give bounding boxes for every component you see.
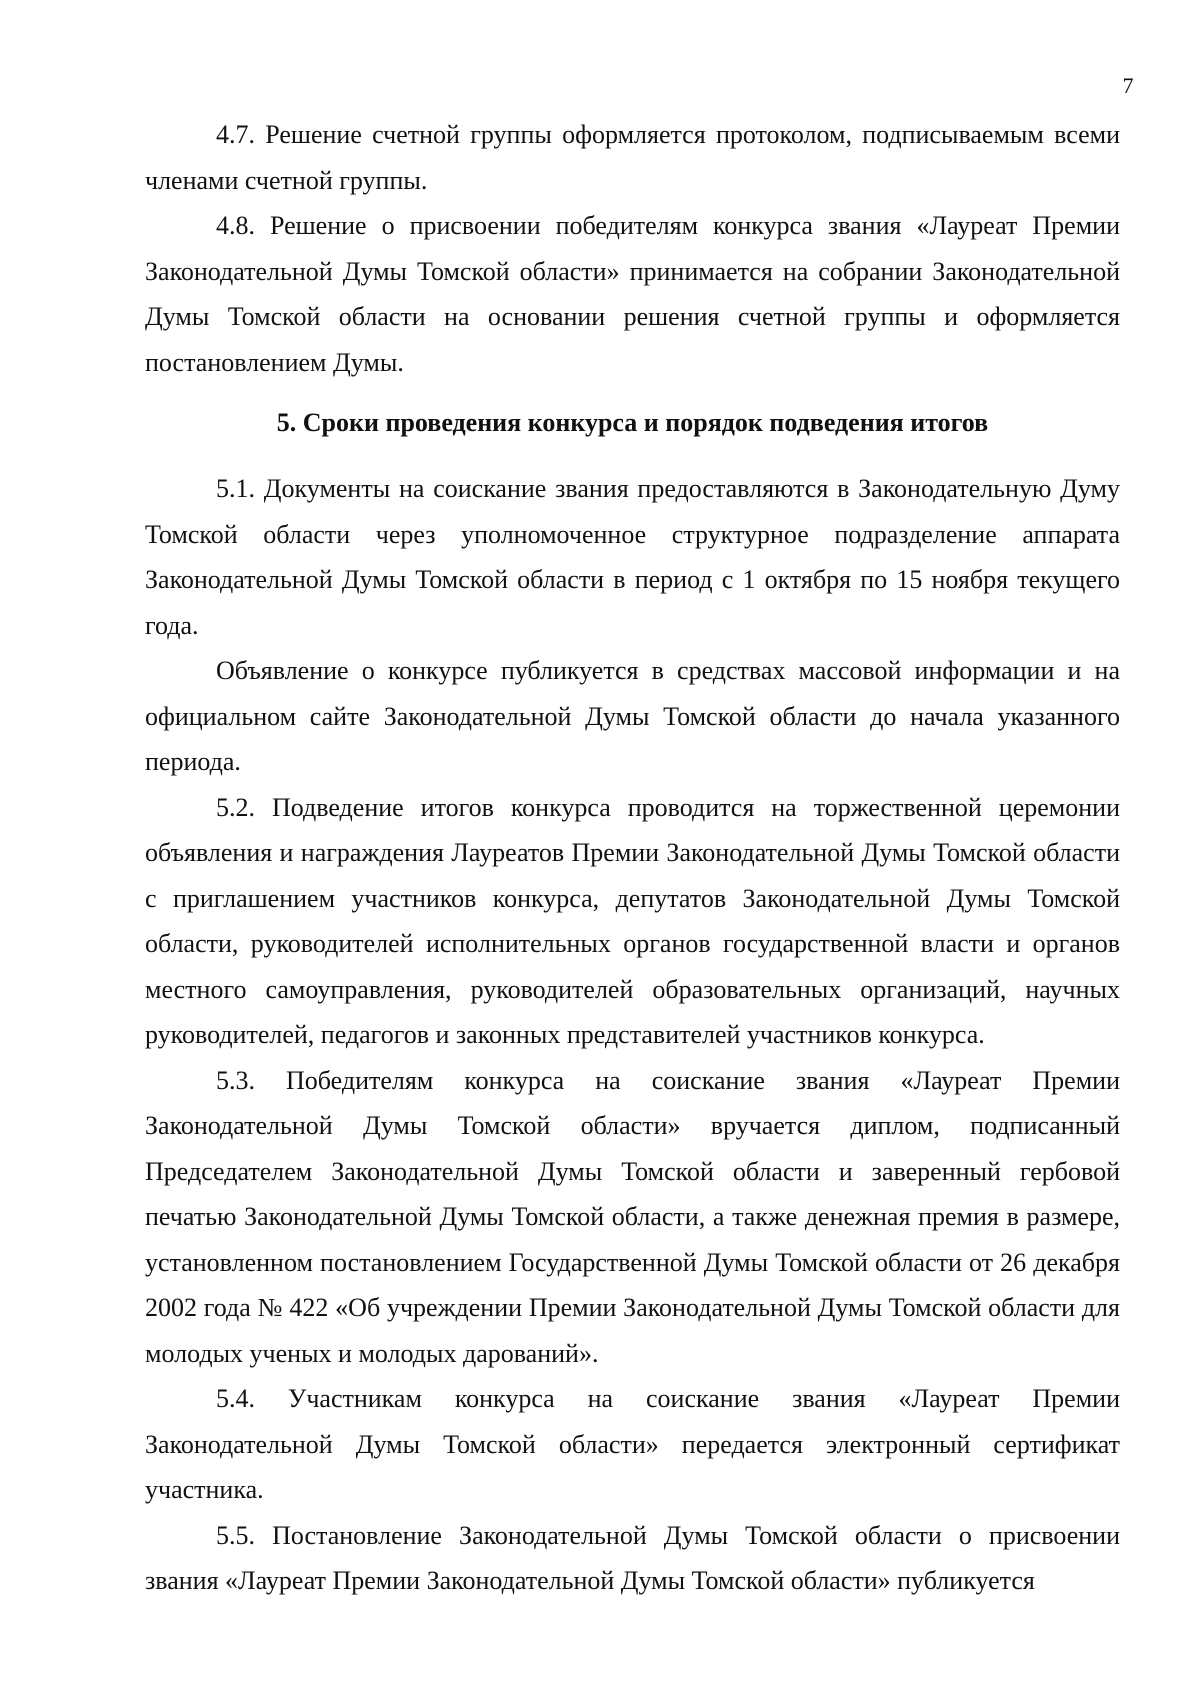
section-heading-5: 5. Сроки проведения конкурса и порядок подведения итогов — [276, 408, 989, 437]
paragraph-5-3: 5.3. Победителям конкурса на соискание звания «Лауреат Премии Законодательной Думы Томской области» вручается диплом, подписанный Председателем Законодательной Думы Томской области и заверенный гербовой печатью Законодательной Думы Томской области, а также денежная премия в размере, установленном постановлением Государственной Думы Томской области от 26 декабря 2002 года № 422 «Об учреждении Премии Законодательной Думы Томской области для молодых ученых и молодых дарований». — [145, 1065, 1120, 1368]
paragraph-5-1-announcement: Объявление о конкурсе публикуется в средствах массовой информации и на официальном сайте Законодательной Думы Томской области до начала указанного периода. — [145, 656, 1120, 776]
paragraph-5-4: 5.4. Участникам конкурса на соискание звания «Лауреат Премии Законодательной Думы Томской области» передается электронный сертификат участника. — [145, 1384, 1120, 1504]
paragraph-4-7: 4.7. Решение счетной группы оформляется протоколом, подписываемым всеми членами счетной группы. — [145, 120, 1120, 195]
page-number: 7 — [1122, 73, 1134, 98]
paragraph-5-1: 5.1. Документы на соискание звания предоставляются в Законодательную Думу Томской области через уполномоченное структурное подразделение аппарата Законодательной Думы Томской области в период с 1 октября по 15 ноября текущего года. — [145, 474, 1120, 640]
document-body — [145, 112, 1120, 1604]
paragraph-5-2: 5.2. Подведение итогов конкурса проводится на торжественной церемонии объявления и награждения Лауреатов Премии Законодательной Думы Томской области с приглашением участников конкурса, депутатов Законодательной Думы Томской области, руководителей исполнительных органов государственной власти и органов местного самоуправления, руководителей образовательных организаций, научных руководителей, педагогов и законных представителей участников конкурса. — [145, 792, 1120, 1049]
paragraph-5-5: 5.5. Постановление Законодательной Думы Томской области о присвоении звания «Лауреат Премии Законодательной Думы Томской области» публикуется — [145, 1520, 1120, 1595]
paragraph-4-8: 4.8. Решение о присвоении победителям конкурса звания «Лауреат Премии Законодательной Думы Томской области» принимается на собрании Законодательной Думы Томской области на основании решения счетной группы и оформляется постановлением Думы. — [145, 211, 1120, 377]
